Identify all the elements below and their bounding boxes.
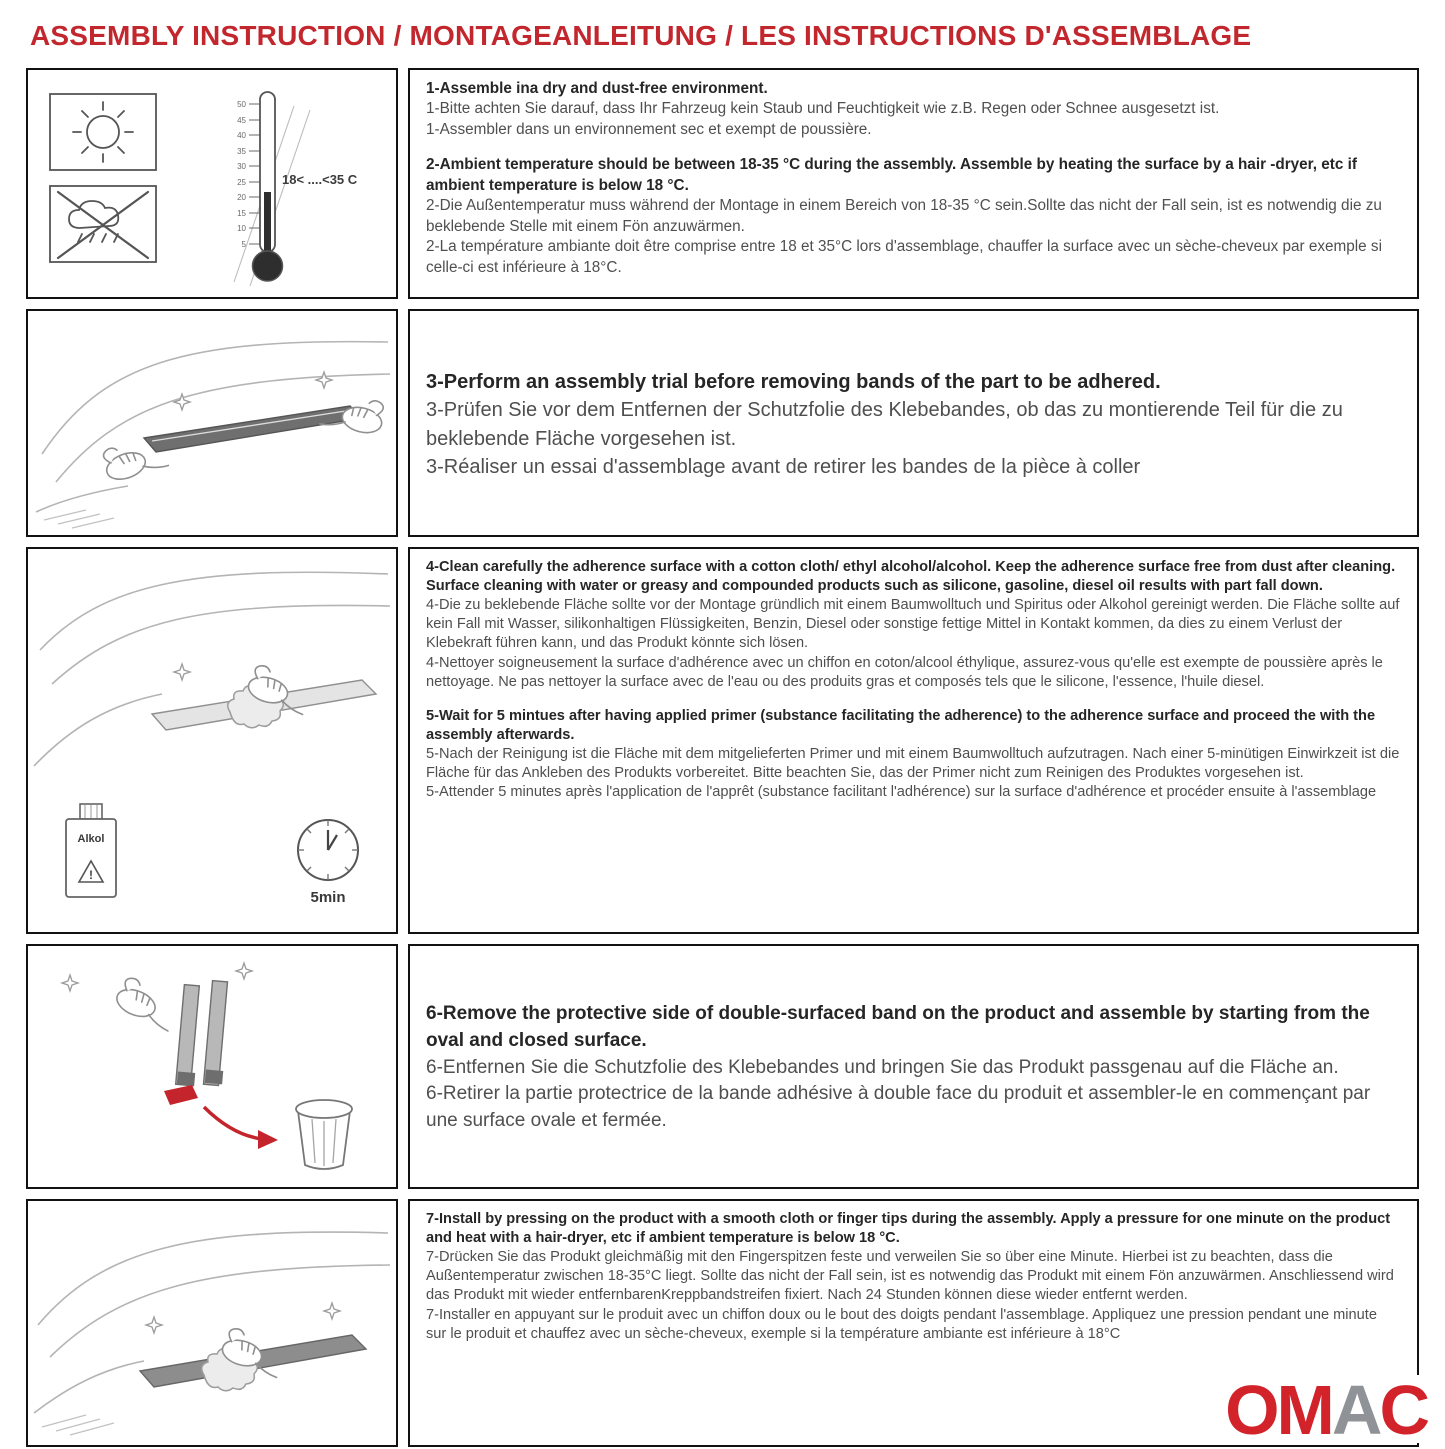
sparkle-icon xyxy=(62,975,78,991)
instruction-4-en: 4-Clean carefully the adherence surface with a cotton cloth/ ethyl alcohol/alcohol. Keep the adherence surface free from dust after cleaning. Surface cleaning with water or greasy and compounded products such as silicone, gasoline, diesel oil results with part fall down. xyxy=(426,559,1396,595)
step-text-4-5 xyxy=(408,547,1419,934)
sparkle-icon xyxy=(236,963,252,979)
clock-icon xyxy=(298,820,358,906)
press-illustration xyxy=(32,1205,392,1441)
instruction-3-de: 3-Prüfen Sie vor dem Entfernen der Schutzfolie des Klebebandes, ob das zu montierende Teil für die zu beklebende Fläche vorgesehen ist. xyxy=(426,399,1343,450)
cleaning-illustration xyxy=(32,554,392,928)
peeling-hand-icon xyxy=(112,975,181,1031)
adhesive-strips xyxy=(176,980,228,1085)
sparkle-icon xyxy=(316,372,332,388)
instruction-6-fr: 6-Retirer la partie protectrice de la bande adhésive à double face du produit et assembler-le en commençant par une surface ovale et fermée. xyxy=(426,1083,1371,1132)
step-row-trial xyxy=(26,309,1419,537)
step-row-remove-band xyxy=(26,944,1419,1189)
environment-illustration xyxy=(36,80,388,288)
trial-fit-illustration xyxy=(32,314,392,532)
scale-value: 25 xyxy=(237,177,246,187)
instruction-7-fr: 7-Installer en appuyant sur le produit avec un chiffon doux ou le bout des doigts pendant l'assemblage. Appliquez une pression pendant une minute sur le produit et chauffez avec un sèche-cheveux, exemple si la température ambiante est inférieure à 18°C xyxy=(426,1306,1377,1342)
scale-value: 30 xyxy=(237,161,246,171)
step-row-environment xyxy=(26,68,1419,299)
step-text-6 xyxy=(408,944,1419,1189)
instruction-6-en: 6-Remove the protective side of double-surfaced band on the product and assemble by starting from the oval and closed surface. xyxy=(426,1002,1370,1051)
instruction-4-fr: 4-Nettoyer soigneusement la surface d'adhérence avec un chiffon en coton/alcool éthylique, assurez-vous qu'elle est exempte de poussière après le nettoyage. Ne pas nettoyer la surface avec de l'eau ou des produits gras et composés tels que le silicone, l'essence, l'huile diesel. xyxy=(426,654,1383,690)
instruction-1-de: 1-Bitte achten Sie darauf, dass Ihr Fahrzeug kein Staub und Feuchtigkeit wie z.B. Regen oder Schnee ausgesetzt ist. xyxy=(426,100,1220,118)
trash-can-icon xyxy=(296,1100,352,1169)
protective-film xyxy=(164,1085,198,1105)
illustration-press xyxy=(26,1199,398,1447)
sparkle-icon xyxy=(324,1303,340,1319)
instruction-2-de: 2-Die Außentemperatur muss während der Montage in einem Bereich von 18-35 °C sein.Sollte das nicht der Fall sein, ist es notwendig die zu beklebende Stelle mit einem Fön anzuwärmen. xyxy=(426,197,1382,235)
scale-value: 15 xyxy=(237,208,246,218)
illustration-environment xyxy=(26,68,398,299)
clock-label: 5min xyxy=(310,888,346,906)
instruction-1-fr: 1-Assembler dans un environnement sec et exempt de poussière. xyxy=(426,120,872,138)
illustration-remove-band xyxy=(26,944,398,1189)
arrowhead xyxy=(258,1130,278,1149)
door-frame-lines xyxy=(34,572,390,766)
no-rain-icon xyxy=(50,186,156,262)
sparkle-icon xyxy=(146,1317,162,1333)
scale-value: 50 xyxy=(237,99,246,109)
remove-band-illustration xyxy=(32,951,392,1183)
logo-letters-om: OM xyxy=(1225,1370,1332,1449)
logo-letter-a: A xyxy=(1331,1370,1380,1449)
instruction-4-de: 4-Die zu beklebende Fläche sollte vor der Montage gründlich mit einem Baumwolltuch und Spiritus oder Alkohol gereinigt werden. Die Fläche sollte auf kein Fall mit Wasser, silikonhaltigen Flüssigkeiten, Benzin, Diesel oder sonstige fettige Mittel in Kontakt kommen, da dies zu einem Verlust der Klebekraft führen kann, und das Produkt könnte sich lösen. xyxy=(426,597,1400,652)
sun-icon xyxy=(50,94,156,170)
scale-value: 40 xyxy=(237,130,246,140)
instruction-2-en: 2-Ambient temperature should be between 18-35 °C during the assembly. Assemble by heating the surface by a hair -dryer, etc if ambient temperature is below 18 °C. xyxy=(426,156,1357,194)
ground-hatch xyxy=(42,1415,114,1435)
instruction-5-de: 5-Nach der Reinigung ist die Fläche mit dem mitgelieferten Primer und mit einem Baumwolltuch aufzutragen. Nach einer 5-minütigen Einwirkzeit ist die Fläche für das Ankleben des Produkts vorbereitet. Bitte beachten Sie, das der Primer nicht zum Reinigen des Produktes vorgesehen ist. xyxy=(426,745,1400,782)
instruction-7-en: 7-Install by pressing on the product with a smooth cloth or finger tips during the assembly. Apply a pressure for one minute on the product and heat with a hair-dryer, etc if ambient temperature is below 18 °C. xyxy=(426,1211,1391,1247)
instruction-6-de: 6-Entfernen Sie die Schutzfolie des Klebebandes und bringen Sie das Produkt passgenau auf die Fläche an. xyxy=(426,1056,1339,1078)
temperature-range-label: 18< ....<35 C xyxy=(282,171,358,187)
step-text-3 xyxy=(408,309,1419,537)
instruction-1-en: 1-Assemble ina dry and dust-free environment. xyxy=(426,80,768,97)
instruction-5-fr: 5-Attender 5 minutes après l'application de l'apprêt (substance facilitant l'adhérence) sur la surface d'adhérence et procéder ensuite à l'assemblage xyxy=(426,784,1377,801)
spacer xyxy=(426,692,1401,707)
alcohol-label: Alkol xyxy=(77,832,105,845)
scale-value: 35 xyxy=(237,146,246,156)
step-row-cleaning xyxy=(26,547,1419,934)
page-title: ASSEMBLY INSTRUCTION / MONTAGEANLEITUNG / LES INSTRUCTIONS D'ASSEMBLAGE xyxy=(30,20,1252,51)
scale-value: 45 xyxy=(237,115,246,125)
sparkle-icon xyxy=(174,664,190,680)
scale-value: 20 xyxy=(237,192,246,202)
instruction-2-fr: 2-La température ambiante doit être comprise entre 18 et 35°C lors d'assemblage, chauffer la surface avec un sèche-cheveux par exemple si celle-ci est inférieure à 18°C. xyxy=(426,238,1382,276)
instruction-7-de: 7-Drücken Sie das Produkt gleichmäßig mit den Fingerspitzen feste und verweilen Sie so über eine Minute. Hierbei ist zu beachten, dass die Außentemperatur zwischen 18-35°C liegt. Sollte das nicht der Fall sein, ist es notwendig das Produkt mit einem Fön anzuwärmen. Anschliessend wird das Produkt mit wieder entfernbarenKreppbandstreifen fixiert. Nach 24 Stunden können diese wieder entfernt werden. xyxy=(426,1249,1394,1304)
scale-value: 10 xyxy=(237,223,246,233)
arrow-to-trash xyxy=(204,1107,262,1139)
instruction-3-fr: 3-Réaliser un essai d'assemblage avant de retirer les bandes de la pièce à coller xyxy=(426,455,1141,478)
scale-value: 5 xyxy=(241,239,246,249)
alcohol-bottle-icon xyxy=(66,804,116,897)
instruction-5-en: 5-Wait for 5 mintues after having applied primer (substance facilitating the adherence) to the adherence surface and proceed the with the assembly afterwards. xyxy=(426,707,1376,743)
thermometer-icon xyxy=(234,92,310,286)
warning-mark: ! xyxy=(89,867,93,882)
illustration-cleaning xyxy=(26,547,398,934)
instruction-3-en: 3-Perform an assembly trial before removing bands of the part to be adhered. xyxy=(426,370,1161,393)
logo-letter-c: C xyxy=(1379,1370,1427,1449)
step-text-1-2 xyxy=(408,68,1419,299)
ground-hatch xyxy=(44,510,114,528)
omac-logo xyxy=(1215,1370,1431,1449)
illustration-trial-fit xyxy=(26,309,398,537)
spacer xyxy=(426,140,1401,155)
step-row-press xyxy=(26,1199,1419,1447)
